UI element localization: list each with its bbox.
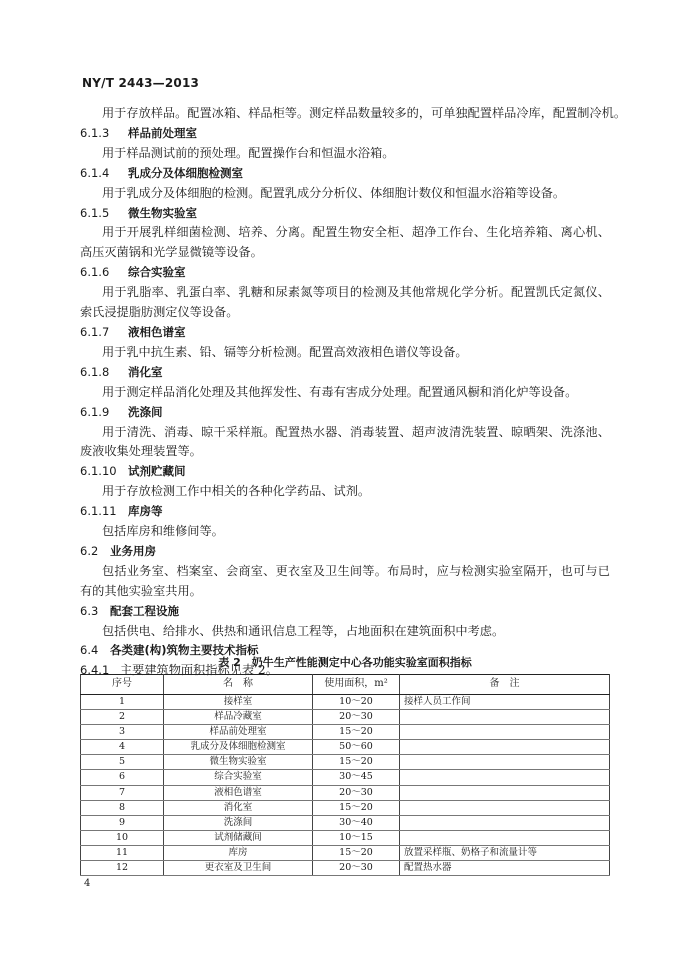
table-row: [81, 710, 610, 725]
cell-note: [400, 755, 610, 770]
section-number: 6.4: [80, 643, 99, 658]
cell-no: 9: [81, 815, 164, 830]
cell-area: 15～20: [313, 755, 400, 770]
cell-note: [400, 725, 610, 740]
cell-note: 接样人员工作间: [400, 695, 610, 710]
cell-no: 12: [81, 861, 164, 876]
section-6-3-text: 包括供电、给排水、供热和通讯信息工程等，占地面积在建筑面积中考虑。: [102, 623, 505, 638]
section-6-1-8-heading: [80, 363, 610, 383]
section-title: 微生物实验室: [128, 205, 197, 220]
section-number: 6.1.5: [80, 205, 110, 220]
table-row: [81, 755, 610, 770]
table-row: [81, 815, 610, 830]
cell-no: 10: [81, 830, 164, 845]
section-number: 6.1.7: [80, 324, 110, 339]
section-6-1-4-text: 用于乳成分及体细胞的检测。配置乳成分分析仪、体细胞计数仪和恒温水浴箱等设备。: [102, 185, 566, 200]
cell-no: 6: [81, 770, 164, 785]
table-header-row: [81, 675, 610, 695]
cell-note: [400, 800, 610, 815]
cell-note: [400, 815, 610, 830]
section-6-1-6-heading: [80, 263, 610, 283]
section-6-1-10-text: 用于存放检测工作中相关的各种化学药品、试剂。: [102, 484, 371, 499]
cell-name: 试剂储藏间: [164, 830, 313, 845]
cell-area: 15～20: [313, 800, 400, 815]
table-row: [81, 830, 610, 845]
cell-note: [400, 785, 610, 800]
cell-name: 样品前处理室: [164, 725, 313, 740]
standard-number-header: NY/T 2443—2013: [82, 76, 200, 90]
table-row: [81, 740, 610, 755]
cell-no: 4: [81, 740, 164, 755]
cell-name: 微生物实验室: [164, 755, 313, 770]
cell-no: 2: [81, 710, 164, 725]
cell-no: 7: [81, 785, 164, 800]
intro-paragraph: 用于存放样品。配置冰箱、样品柜等。测定样品数量较多的，可单独配置样品冷库，配置制冷机。: [102, 106, 627, 120]
section-title: 综合实验室: [128, 265, 186, 280]
cell-name: 样品冷藏室: [164, 710, 313, 725]
table-row: [81, 695, 610, 710]
section-6-3-heading: [80, 602, 610, 622]
cell-note: [400, 830, 610, 845]
section-title: 洗涤间: [128, 404, 163, 419]
cell-note: 配置热水器: [400, 861, 610, 876]
lab-area-table: [80, 674, 610, 876]
cell-area: 15～20: [313, 845, 400, 860]
cell-area: 30～40: [313, 815, 400, 830]
section-number: 6.1.10: [80, 464, 117, 479]
table-caption: 表 2 奶牛生产性能测定中心各功能实验室面积指标: [218, 656, 472, 669]
table-row: [81, 861, 610, 876]
section-6-1-7-text: 用于乳中抗生素、铅、镉等分析检测。配置高效液相色谱仪等设备。: [102, 344, 468, 359]
header-name: 名 称: [164, 675, 313, 695]
section-title: 各类建(构)筑物主要技术指标: [110, 643, 259, 658]
section-title: 库房等: [128, 504, 163, 519]
section-6-1-4-heading: [80, 164, 610, 184]
cell-name: 液相色谱室: [164, 785, 313, 800]
cell-no: 8: [81, 800, 164, 815]
table-row: [81, 845, 610, 860]
cell-name: 洗涤间: [164, 815, 313, 830]
section-title: 乳成分及体细胞检测室: [128, 165, 243, 180]
section-6-1-7-heading: [80, 323, 610, 343]
section-6-1-10-heading: [80, 462, 610, 482]
section-number: 6.1.6: [80, 265, 110, 280]
section-6-1-3-heading: [80, 124, 610, 144]
header-no: 序号: [81, 675, 164, 695]
cell-name: 消化室: [164, 800, 313, 815]
cell-name: 乳成分及体细胞检测室: [164, 740, 313, 755]
section-number: 6.1.11: [80, 504, 117, 519]
section-number: 6.4.1: [80, 663, 110, 678]
cell-no: 1: [81, 695, 164, 710]
section-number: 6.1.4: [80, 165, 110, 180]
section-title: 配套工程设施: [110, 603, 179, 618]
section-6-1-9-text: 用于清洗、消毒、晾干采样瓶。配置热水器、消毒装置、超声波清洗装置、晾晒架、洗涤池、废液收集处理装置等。: [80, 424, 610, 459]
header-note: 备 注: [400, 675, 610, 695]
cell-area: 20～30: [313, 710, 400, 725]
table-row: [81, 785, 610, 800]
table-row: [81, 800, 610, 815]
cell-area: 20～30: [313, 785, 400, 800]
cell-area: 50～60: [313, 740, 400, 755]
section-6-1-5-text: 用于开展乳样细菌检测、培养、分离。配置生物安全柜、超净工作台、生化培养箱、离心机、高压灭菌锅和光学显微镜等设备。: [80, 225, 610, 260]
cell-name: 更衣室及卫生间: [164, 861, 313, 876]
section-6-2-heading: [80, 542, 610, 562]
document-body: [80, 104, 627, 681]
section-6-1-11-heading: [80, 502, 610, 522]
section-title: 消化室: [128, 364, 163, 379]
cell-note: [400, 740, 610, 755]
section-6-1-3-text: 用于样品测试前的预处理。配置操作台和恒温水浴箱。: [102, 145, 395, 160]
section-number: 6.3: [80, 603, 99, 618]
cell-name: 库房: [164, 845, 313, 860]
section-number: 6.2: [80, 543, 99, 558]
cell-area: 10～15: [313, 830, 400, 845]
cell-name: 接样室: [164, 695, 313, 710]
cell-area: 10～20: [313, 695, 400, 710]
section-text: 主要建筑物面积指标见表 2。: [120, 663, 278, 678]
cell-no: 11: [81, 845, 164, 860]
cell-area: 15～20: [313, 725, 400, 740]
section-title: 业务用房: [110, 543, 156, 558]
cell-note: [400, 710, 610, 725]
table-row: [81, 725, 610, 740]
section-6-1-5-heading: [80, 204, 610, 224]
cell-note: 放置采样瓶、奶格子和流量计等: [400, 845, 610, 860]
cell-note: [400, 770, 610, 785]
section-number: 6.1.9: [80, 404, 110, 419]
section-6-2-text: 包括业务室、档案室、会商室、更衣室及卫生间等。布局时，应与检测实验室隔开，也可与已有的其他实验室共用。: [80, 563, 610, 598]
table-row: [81, 770, 610, 785]
page-number: 4: [84, 878, 91, 889]
cell-area: 30～45: [313, 770, 400, 785]
section-number: 6.1.8: [80, 364, 110, 379]
header-area: 使用面积，m²: [313, 675, 400, 695]
section-6-1-6-text: 用于乳脂率、乳蛋白率、乳糖和尿素氮等项目的检测及其他常规化学分析。配置凯氏定氮仪、索氏浸提脂肪测定仪等设备。: [80, 285, 610, 320]
section-number: 6.1.3: [80, 125, 110, 140]
cell-no: 5: [81, 755, 164, 770]
cell-no: 3: [81, 725, 164, 740]
section-title: 试剂贮藏间: [128, 464, 186, 479]
section-6-1-8-text: 用于测定样品消化处理及其他挥发性、有毒有害成分处理。配置通风橱和消化炉等设备。: [102, 384, 578, 399]
section-6-1-9-heading: [80, 403, 610, 423]
cell-area: 20～30: [313, 861, 400, 876]
section-title: 液相色谱室: [128, 324, 186, 339]
section-6-1-11-text: 包括库房和维修间等。: [102, 524, 224, 539]
cell-name: 综合实验室: [164, 770, 313, 785]
section-title: 样品前处理室: [128, 125, 197, 140]
